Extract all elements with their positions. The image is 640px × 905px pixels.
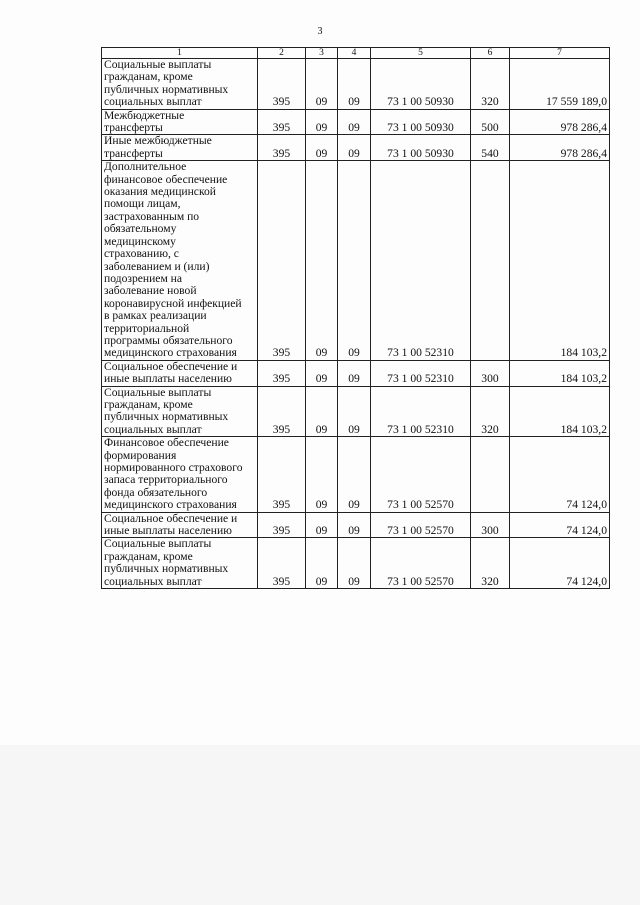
cell-item-name (102, 386, 258, 437)
item-name-line: финансовое обеспечение (104, 172, 228, 186)
cell-amount: 74 124,0 (510, 437, 610, 512)
item-name-line: медицинскому (104, 234, 176, 248)
cell-subsection-code: 09 (338, 161, 371, 361)
table-row (102, 135, 610, 161)
item-name-line: гражданам, кроме (104, 549, 193, 563)
table-row (102, 59, 610, 110)
cell-amount: 17 559 189,0 (510, 59, 610, 110)
item-name-line: страхованию, с (104, 247, 179, 261)
cell-target-article-code: 73 1 00 52310 (371, 161, 471, 361)
cell-section-code: 09 (306, 437, 338, 512)
header-col-2: 2 (258, 48, 306, 59)
header-col-6: 6 (471, 48, 510, 59)
item-name-line: иные выплаты населению (104, 372, 232, 386)
item-name-line: обязательному (104, 222, 177, 236)
item-name-line: гражданам, кроме (104, 70, 193, 84)
cell-expense-type-code: 500 (471, 109, 510, 135)
cell-item-name (102, 59, 258, 110)
cell-grbs-code: 395 (258, 161, 306, 361)
cell-amount: 184 103,2 (510, 161, 610, 361)
cell-amount: 184 103,2 (510, 386, 610, 437)
item-name-line: Межбюджетные (104, 108, 185, 122)
table-row (102, 386, 610, 437)
item-name-line: иные выплаты населению (104, 524, 232, 538)
item-name-line: фонда обязательного (104, 485, 208, 499)
cell-target-article-code: 73 1 00 50930 (371, 59, 471, 110)
cell-target-article-code: 73 1 00 52310 (371, 386, 471, 437)
item-name-line: Социальное обеспечение и (104, 511, 238, 525)
item-name-line: Социальные выплаты (104, 537, 212, 551)
cell-expense-type-code: 320 (471, 386, 510, 437)
item-name-line: Социальные выплаты (104, 58, 212, 71)
item-name-line: заболевание новой (104, 284, 197, 298)
cell-amount: 184 103,2 (510, 360, 610, 386)
cell-subsection-code: 09 (338, 135, 371, 161)
cell-item-name (102, 437, 258, 512)
cell-subsection-code: 09 (338, 437, 371, 512)
cell-item-name (102, 135, 258, 161)
cell-amount: 978 286,4 (510, 109, 610, 135)
item-name-line: коронавирусной инфекцией (104, 296, 242, 310)
table-row (102, 109, 610, 135)
item-name-line: гражданам, кроме (104, 397, 193, 411)
item-name-line: территориальной (104, 321, 190, 335)
item-name-line: оказания медицинской (104, 185, 217, 199)
table-row (102, 161, 610, 361)
item-name-line: публичных нормативных (104, 410, 229, 424)
item-name-line: медицинского страхования (104, 498, 237, 512)
item-name-line: Дополнительное (104, 160, 187, 174)
cell-section-code: 09 (306, 538, 338, 589)
cell-target-article-code: 73 1 00 52570 (371, 512, 471, 538)
cell-section-code: 09 (306, 161, 338, 361)
cell-subsection-code: 09 (338, 386, 371, 437)
cell-target-article-code: 73 1 00 52570 (371, 437, 471, 512)
cell-grbs-code: 395 (258, 437, 306, 512)
table-row (102, 512, 610, 538)
cell-section-code: 09 (306, 59, 338, 110)
cell-amount: 978 286,4 (510, 135, 610, 161)
item-name-line: социальных выплат (104, 574, 202, 588)
cell-item-name (102, 109, 258, 135)
item-name-line: публичных нормативных (104, 562, 229, 576)
item-name-line: Иные межбюджетные (104, 134, 212, 148)
cell-target-article-code: 73 1 00 50930 (371, 135, 471, 161)
cell-grbs-code: 395 (258, 386, 306, 437)
cell-amount: 74 124,0 (510, 538, 610, 589)
header-col-4: 4 (338, 48, 371, 59)
cell-amount: 74 124,0 (510, 512, 610, 538)
item-name-line: Финансовое обеспечение (104, 436, 229, 450)
table-row (102, 360, 610, 386)
table-row (102, 538, 610, 589)
item-name-line: Социальное обеспечение и (104, 359, 238, 373)
cell-expense-type-code (471, 437, 510, 512)
item-name-line: трансферты (104, 146, 163, 160)
cell-target-article-code: 73 1 00 52310 (371, 360, 471, 386)
cell-subsection-code: 09 (338, 512, 371, 538)
cell-expense-type-code (471, 161, 510, 361)
table-header-row (102, 48, 610, 59)
header-col-7: 7 (510, 48, 610, 59)
cell-subsection-code: 09 (338, 360, 371, 386)
cell-expense-type-code: 320 (471, 538, 510, 589)
item-name-line: нормированного страхового (104, 461, 243, 474)
cell-grbs-code: 395 (258, 360, 306, 386)
item-name-line: запаса территориального (104, 473, 228, 487)
scan-margin (0, 745, 640, 905)
budget-table (101, 47, 610, 589)
item-name-line: программы обязательного (104, 333, 233, 347)
item-name-line: медицинского страхования (104, 346, 237, 360)
header-col-5: 5 (371, 48, 471, 59)
cell-grbs-code: 395 (258, 512, 306, 538)
header-col-1: 1 (102, 48, 258, 59)
cell-item-name (102, 512, 258, 538)
item-name-line: социальных выплат (104, 95, 202, 109)
cell-grbs-code: 395 (258, 59, 306, 110)
item-name-line: социальных выплат (104, 422, 202, 436)
item-name-line: Социальные выплаты (104, 385, 212, 399)
cell-subsection-code: 09 (338, 538, 371, 589)
item-name-line: заболеванием и (или) (104, 259, 210, 273)
item-name-line: формирования (104, 448, 177, 462)
cell-expense-type-code: 320 (471, 59, 510, 110)
page-number: 3 (317, 26, 323, 37)
cell-grbs-code: 395 (258, 538, 306, 589)
item-name-line: подозрением на (104, 271, 183, 285)
table-row (102, 437, 610, 512)
cell-item-name (102, 161, 258, 361)
header-col-3: 3 (306, 48, 338, 59)
table-body (102, 59, 610, 589)
item-name-line: застрахованным по (104, 209, 200, 223)
cell-subsection-code: 09 (338, 109, 371, 135)
cell-item-name (102, 360, 258, 386)
cell-section-code: 09 (306, 109, 338, 135)
cell-section-code: 09 (306, 512, 338, 538)
item-name-line: в рамках реализации (104, 309, 207, 323)
cell-target-article-code: 73 1 00 52570 (371, 538, 471, 589)
cell-subsection-code: 09 (338, 59, 371, 110)
cell-expense-type-code: 300 (471, 512, 510, 538)
item-name-line: помощи лицам, (104, 197, 181, 211)
cell-grbs-code: 395 (258, 135, 306, 161)
cell-section-code: 09 (306, 360, 338, 386)
cell-item-name (102, 538, 258, 589)
cell-target-article-code: 73 1 00 50930 (371, 109, 471, 135)
cell-expense-type-code: 300 (471, 360, 510, 386)
cell-grbs-code: 395 (258, 109, 306, 135)
item-name-line: публичных нормативных (104, 82, 229, 96)
cell-expense-type-code: 540 (471, 135, 510, 161)
cell-section-code: 09 (306, 135, 338, 161)
cell-section-code: 09 (306, 386, 338, 437)
item-name-line: трансферты (104, 121, 163, 135)
